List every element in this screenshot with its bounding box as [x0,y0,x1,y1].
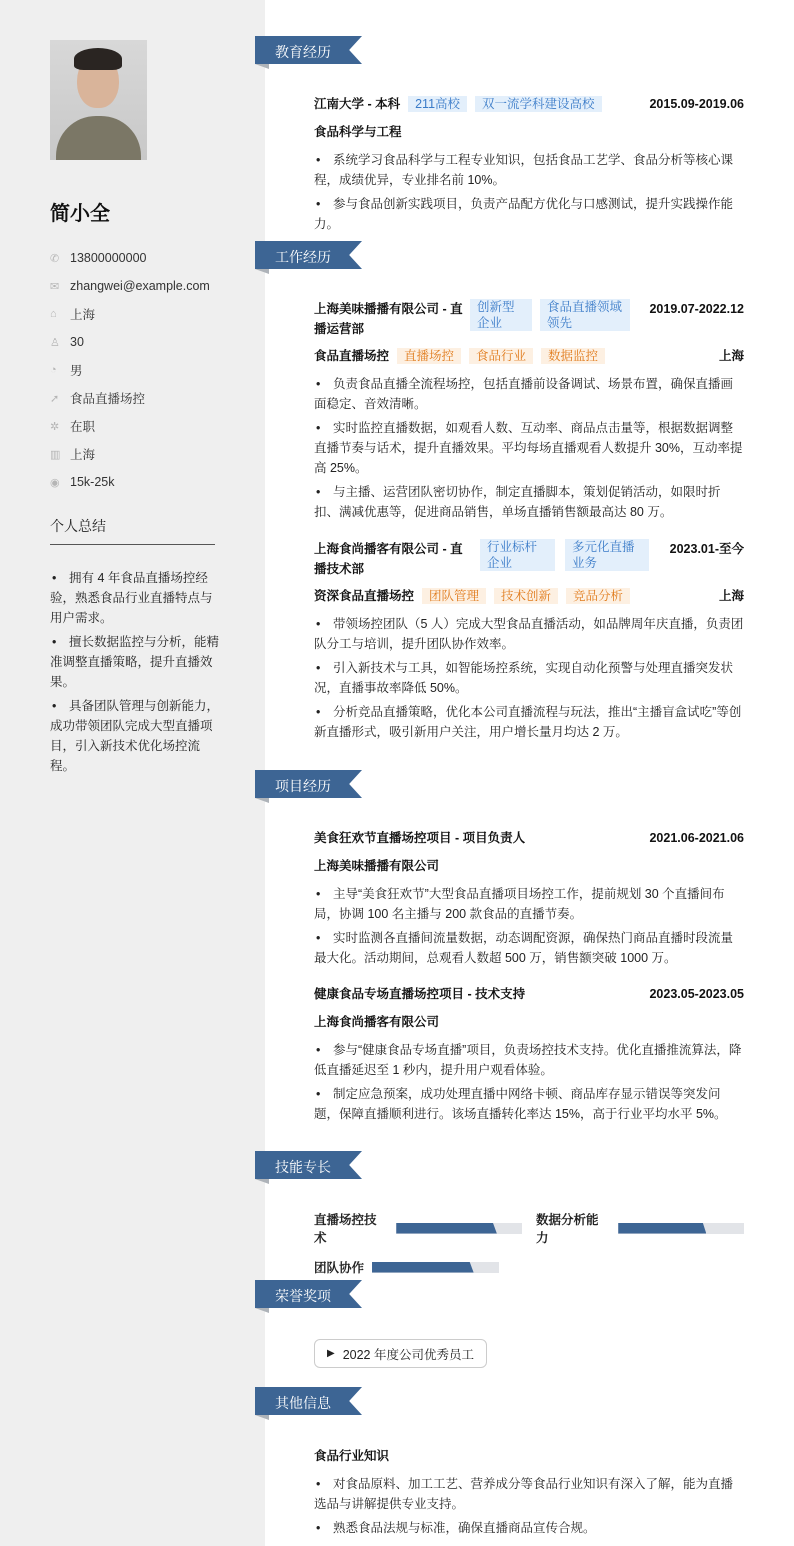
bullet: • 负责食品直播全流程场控，包括直播前设备调试、场景布置，确保直播画面稳定、音效清晰。 [314,374,744,414]
info-position [50,384,240,412]
award-item[interactable] [314,1339,487,1368]
section-header-skills [255,1151,362,1179]
skill-item [536,1210,744,1246]
skill-item [314,1210,522,1246]
info-gender [50,356,240,384]
skill-bar-fill [372,1262,474,1273]
company: 上海美味播播有限公司 - 直播运营部 [314,302,463,336]
status-icon: ✲ [50,420,60,433]
skill-name: 直播场控技术 [314,1213,377,1245]
section-title: 工作经历 [275,249,331,265]
section-title: 其他信息 [275,1395,331,1411]
summary-item: • 擅长数据监控与分析，能精准调整直播策略，提升直播效果。 [50,632,220,692]
tag: 多元化直播业务 [565,539,649,571]
section-header-other [255,1387,362,1415]
role: 食品直播场控 [314,349,390,363]
project-entry [314,828,744,972]
work-entry [314,539,744,746]
bullet: • 实时监控直播数据，如观看人数、互动率、商品点击量等，根据数据调整直播节奏与话术，提升直播效果。平均每场直播观看人数提升 30%，互动率提高 25%。 [314,418,744,478]
company: 上海食尚播客有限公司 - 直播技术部 [314,542,463,576]
section-title: 教育经历 [275,44,331,60]
awards-list [314,1339,744,1368]
section-header-work [255,241,362,269]
info-salary [50,468,240,496]
summary-title: 个人总结 [50,516,215,545]
skills-list [314,1210,744,1276]
info-text: 食品直播场控 [70,392,146,406]
bullet: • 熟悉食品法规与标准，确保直播商品宣传合规。 [314,1518,744,1538]
bullet: • 引入新技术与工具，如智能场控系统，实现自动化预警与处理直播突发状况，直播事故率降低 50%。 [314,658,744,698]
project-title: 美食狂欢节直播场控项目 - 项目负责人 [314,831,526,845]
info-text: 13800000000 [70,251,147,265]
other-entry [314,1446,744,1542]
building-icon: ▥ [50,448,61,461]
role: 资深食品直播场控 [314,589,415,603]
home-icon: ⌂ [50,308,57,320]
city: 上海 [718,349,744,363]
tag: 团队管理 [422,588,486,604]
sidebar [0,0,265,1546]
project-entry [314,984,744,1128]
send-icon: ➚ [50,392,60,405]
gender-icon: ◔ [50,364,57,376]
project-company: 上海美味播播有限公司 [314,859,440,873]
section-header-project [255,770,362,798]
info-text: 30 [70,335,84,349]
tag: 竞品分析 [566,588,630,604]
skill-bar-fill [618,1223,706,1234]
skill-name: 数据分析能力 [536,1213,599,1245]
bullet: • 带领场控团队（5 人）完成大型食品直播活动，如品牌周年庆直播，负责团队分工与培训，提升团队协作效率。 [314,614,744,654]
tag: 技术创新 [494,588,558,604]
tag: 食品直播领域领先 [540,299,630,331]
section-title: 项目经历 [275,778,331,794]
skill-bar [396,1223,522,1234]
date: 2021.06-2021.06 [649,831,744,845]
project-title: 健康食品专场直播场控项目 - 技术支持 [314,987,526,1001]
skill-bar [618,1223,744,1234]
section-header-awards [255,1280,362,1308]
age-icon: ♙ [50,336,60,349]
award-text: 2022 年度公司优秀员工 [342,1347,474,1362]
date: 2015.09-2019.06 [649,97,744,111]
tag: 211高校 [408,96,467,112]
tag: 数据监控 [541,348,605,364]
candidate-name: 简小全 [50,203,110,225]
info-target-city [50,440,240,468]
triangle-right-icon: ▶ [327,1348,335,1359]
tag: 创新型企业 [470,299,532,331]
skill-bar-fill [396,1223,497,1234]
summary-item: • 具备团队管理与创新能力，成功带领团队完成大型直播项目，引入新技术优化场控流程。 [50,696,220,776]
summary-item: • 拥有 4 年食品直播场控经验，熟悉食品行业直播特点与用户需求。 [50,568,220,628]
avatar [50,40,147,160]
section-title: 技能专长 [275,1159,331,1175]
bullet: • 参与食品创新实践项目，负责产品配方优化与口感测试，提升实践操作能力。 [314,194,744,234]
tag: 双一流学科建设高校 [475,96,602,112]
date: 2019.07-2022.12 [649,302,744,316]
info-phone [50,244,240,272]
tag: 直播场控 [397,348,461,364]
bullet: • 实时监测各直播间流量数据，动态调配资源，确保热门商品直播时段流量最大化。活动期间，总观看人数超 500 万，销售额突破 1000 万。 [314,928,744,968]
section-header-education [255,36,362,64]
date: 2023.01-至今 [669,542,744,556]
tag: 行业标杆企业 [480,539,555,571]
major: 食品科学与工程 [314,125,402,139]
bullet: • 分析竞品直播策略，优化本公司直播流程与玩法，推出“主播盲盒试吃”等创新直播形式，吸引新用户关注，用户增长量月均达 2 万。 [314,702,744,742]
section-title: 荣誉奖项 [275,1288,331,1304]
info-text: 15k-25k [70,475,115,489]
bullet: • 制定应急预案，成功处理直播中网络卡顿、商品库存显示错误等突发问题，保障直播顺利进行。该场直播转化率达 15%，高于行业平均水平 5%。 [314,1084,744,1124]
bullet: • 系统学习食品科学与工程专业知识，包括食品工艺学、食品分析等核心课程，成绩优异，专业排名前 10%。 [314,150,744,190]
info-location [50,300,240,328]
skill-bar [372,1262,499,1273]
school: 江南大学 - 本科 [314,97,401,111]
city: 上海 [718,589,744,603]
tag: 食品行业 [469,348,533,364]
summary-list [50,568,220,780]
contact-info [50,244,240,496]
bullet: • 参与“健康食品专场直播”项目，负责场控技术支持。优化直播推流算法，降低直播延迟至 1 秒内，提升用户观看体验。 [314,1040,744,1080]
bullet: • 与主播、运营团队密切协作，制定直播脚本，策划促销活动，如限时折扣、满减优惠等，促进商品销售，单场直播销售额最高达 80 万。 [314,482,744,522]
info-text: zhangwei@example.com [70,279,210,293]
info-text: 男 [70,364,83,378]
info-status [50,412,240,440]
info-email [50,272,240,300]
project-company: 上海食尚播客有限公司 [314,1015,440,1029]
other-title: 食品行业知识 [314,1449,390,1463]
bullet: • 主导“美食狂欢节”大型食品直播项目场控工作，提前规划 30 个直播间布局，协调 100 名主播与 200 款食品的直播节奏。 [314,884,744,924]
info-text: 上海 [70,448,96,462]
bullet: • 对食品原料、加工工艺、营养成分等食品行业知识有深入了解，能为直播选品与讲解提供专业支持。 [314,1474,744,1514]
date: 2023.05-2023.05 [649,987,744,1001]
phone-icon: ✆ [50,252,60,265]
mail-icon: ✉ [50,280,60,293]
skill-item [314,1258,744,1276]
skill-name: 团队协作 [314,1261,365,1275]
salary-icon: ◉ [50,476,60,489]
education-entry [314,94,744,238]
info-age [50,328,240,356]
info-text: 上海 [70,308,96,322]
work-entry [314,299,744,526]
info-text: 在职 [70,420,96,434]
